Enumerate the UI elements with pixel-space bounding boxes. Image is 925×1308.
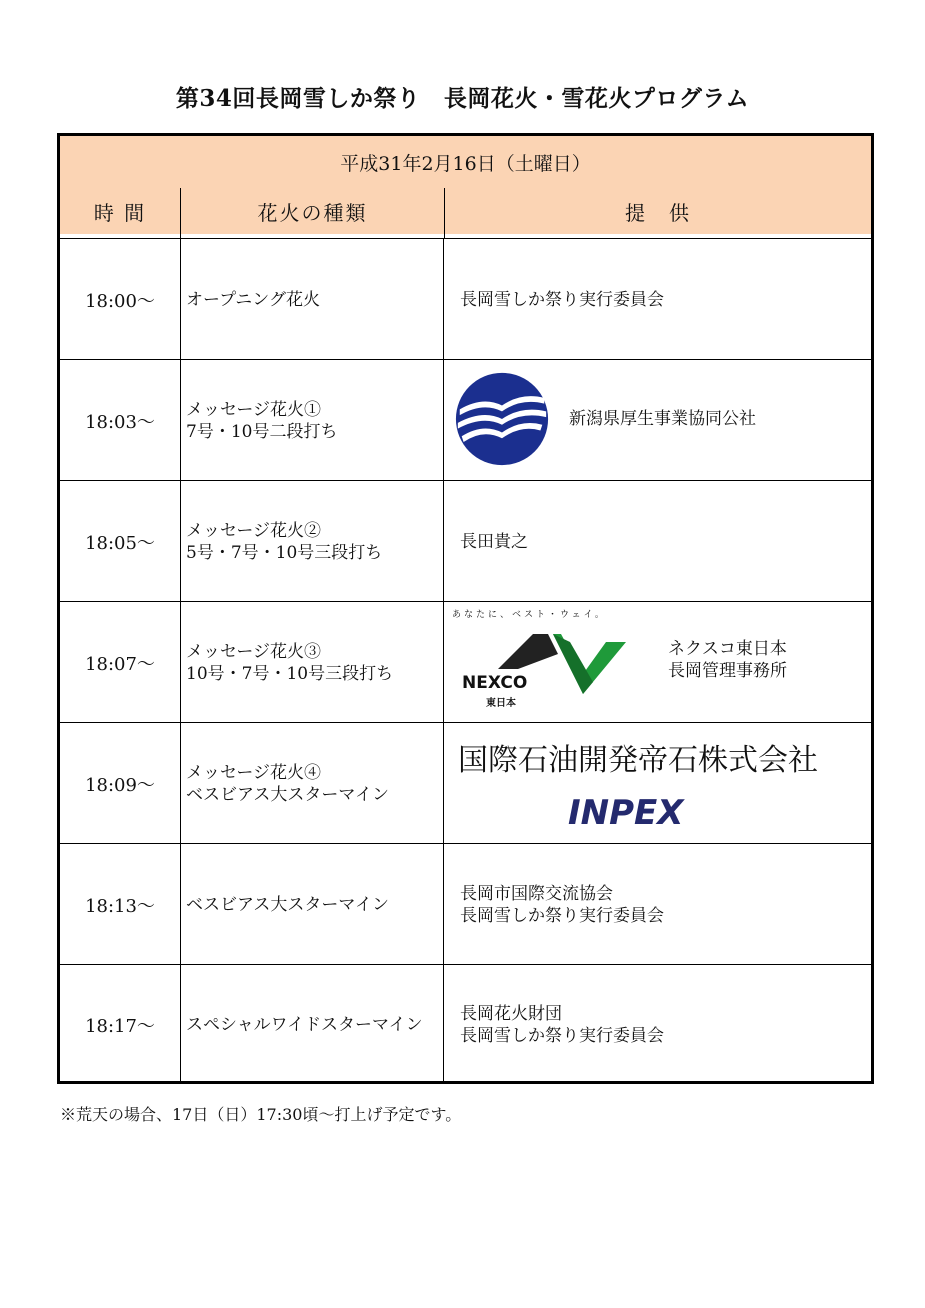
program-table	[57, 133, 874, 1084]
row-type-line: ベスビアス大スターマイン	[186, 894, 389, 915]
inpex-logo-icon	[568, 794, 738, 828]
header-sponsor: 提 供	[625, 200, 691, 225]
nexco-sponsor-name	[668, 638, 787, 682]
kousei-logo-icon	[454, 371, 550, 467]
header-type: 花火の種類	[181, 188, 445, 234]
row-type-line: メッセージ花火①	[186, 399, 321, 420]
date-banner: 平成31年2月16日（土曜日）	[60, 136, 871, 189]
row-sponsor	[444, 481, 871, 602]
row-sponsor	[444, 602, 871, 723]
row-time: 18:13〜	[60, 844, 181, 965]
row-sponsor-line: 長岡花火財団	[460, 1003, 562, 1024]
row-sponsor-line: ネクスコ東日本	[668, 639, 787, 659]
nexco-logo-icon	[458, 624, 638, 719]
row-type	[181, 965, 444, 1084]
page-title: 第34回長岡雪しか祭り 長岡花火・雪花火プログラム	[175, 85, 750, 112]
row-time: 18:05〜	[60, 481, 181, 602]
row-type	[181, 844, 444, 965]
row-sponsor	[444, 723, 871, 844]
row-sponsor	[444, 239, 871, 360]
row-type-line: オープニング花火	[186, 289, 320, 310]
row-sponsor-line: 長田貴之	[460, 531, 528, 552]
row-type-line: ベスビアス大スターマイン	[186, 784, 389, 805]
inpex-company-name: 国際石油開発帝石株式会社	[458, 743, 818, 778]
table-row	[60, 602, 871, 723]
row-type-line: 5号・7号・10号三段打ち	[186, 542, 383, 563]
row-sponsor-line: 長岡雪しか祭り実行委員会	[460, 905, 664, 926]
row-type	[181, 602, 444, 723]
row-type-line: 10号・7号・10号三段打ち	[186, 663, 394, 684]
table-row	[60, 239, 871, 360]
table-header	[60, 188, 871, 235]
weather-note: ※荒天の場合、17日（日）17:30頃〜打上げ予定です。	[60, 1105, 462, 1124]
row-type	[181, 360, 444, 481]
row-sponsor-line: 長岡管理事務所	[668, 661, 787, 681]
header-time: 時 間	[60, 188, 181, 234]
row-type-line: メッセージ花火②	[186, 520, 321, 541]
row-type	[181, 481, 444, 602]
row-sponsor	[444, 360, 871, 481]
row-type-line: 7号・10号二段打ち	[186, 421, 338, 442]
row-time: 18:03〜	[60, 360, 181, 481]
nexco-tagline: あなたに、ベスト・ウェイ。	[452, 610, 607, 620]
table-row	[60, 844, 871, 965]
row-type-line: スペシャルワイドスターマイン	[186, 1014, 423, 1035]
row-type	[181, 239, 444, 360]
row-sponsor-line: 長岡雪しか祭り実行委員会	[460, 1025, 664, 1046]
row-sponsor-line: 長岡市国際交流協会	[460, 883, 613, 904]
nexco-sub-text: 東日本	[486, 698, 516, 709]
row-time: 18:07〜	[60, 602, 181, 723]
row-sponsor-line: 長岡雪しか祭り実行委員会	[460, 289, 664, 310]
row-time: 18:17〜	[60, 965, 181, 1084]
table-row	[60, 360, 871, 481]
row-type	[181, 723, 444, 844]
nexco-brand-text: NEXCO	[462, 673, 528, 693]
row-time: 18:00〜	[60, 239, 181, 360]
row-sponsor	[444, 844, 871, 965]
row-time: 18:09〜	[60, 723, 181, 844]
table-row	[60, 723, 871, 844]
table-row	[60, 481, 871, 602]
row-sponsor-line: 新潟県厚生事業協同公社	[569, 409, 756, 429]
row-sponsor	[444, 965, 871, 1084]
inpex-brand-text: INPEX	[568, 794, 684, 828]
table-row	[60, 965, 871, 1084]
row-type-line: メッセージ花火④	[186, 762, 321, 783]
row-type-line: メッセージ花火③	[186, 641, 321, 662]
